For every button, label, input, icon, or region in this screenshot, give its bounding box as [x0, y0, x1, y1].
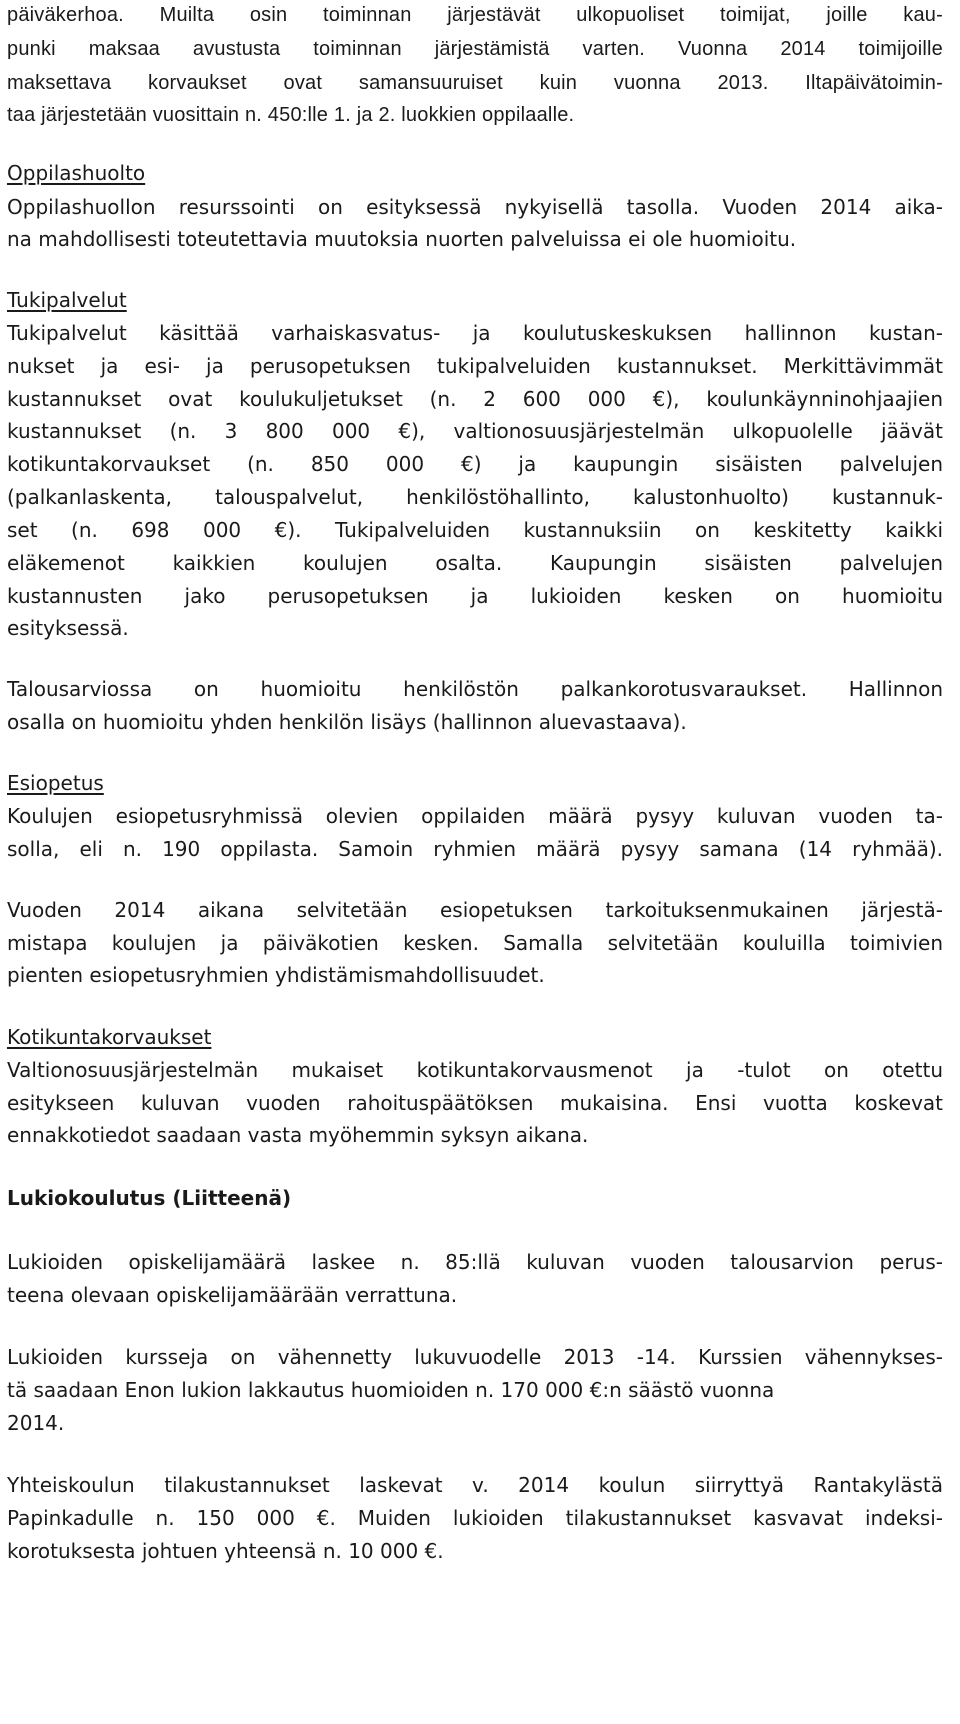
paragraph-line: pienten esiopetusryhmien yhdistämismahdollisuudet.: [7, 963, 545, 987]
paragraph-line: ennakkotiedot saadaan vasta myöhemmin syksyn aikana.: [7, 1123, 589, 1147]
paragraph-line: esitykseen kuluvan vuoden rahoituspäätöksen mukaisina. Ensi vuotta koskevat: [7, 1091, 943, 1115]
intro-line: maksettava korvaukset ovat samansuuruiset kuin vuonna 2013. Iltapäivätoimin-: [7, 72, 943, 94]
paragraph-line: (palkanlaskenta, talouspalvelut, henkilöstöhallinto, kalustonhuolto) kustannuk-: [7, 485, 943, 509]
paragraph-line: na mahdollisesti toteutettavia muutoksia nuorten palveluissa ei ole huomioitu.: [7, 227, 797, 251]
paragraph-line: solla, eli n. 190 oppilasta. Samoin ryhmien määrä pysyy samana (14 ryhmää).: [7, 837, 943, 861]
paragraph-line: nukset ja esi- ja perusopetuksen tukipalveluiden kustannukset. Merkittävimmät: [7, 354, 943, 378]
paragraph-line: Papinkadulle n. 150 000 €. Muiden lukioiden tilakustannukset kasvavat indeksi-: [7, 1506, 943, 1530]
paragraph-line: Talousarviossa on huomioitu henkilöstön palkankorotusvaraukset. Hallinnon: [7, 677, 943, 701]
paragraph-line: set (n. 698 000 €). Tukipalveluiden kustannuksiin on keskitetty kaikki: [7, 518, 943, 542]
paragraph-line: osalla on huomioitu yhden henkilön lisäys (hallinnon aluevastaava).: [7, 710, 687, 734]
paragraph-line: 2014.: [7, 1411, 65, 1435]
paragraph-line: Oppilashuollon resurssointi on esityksessä nykyisellä tasolla. Vuoden 2014 aika-: [7, 195, 943, 219]
paragraph-line: kotikuntakorvaukset (n. 850 000 €) ja kaupungin sisäisten palvelujen: [7, 452, 943, 476]
paragraph-line: Yhteiskoulun tilakustannukset laskevat v. 2014 koulun siirryttyä Rantakylästä: [7, 1473, 943, 1497]
paragraph-line: kustannukset ovat koulukuljetukset (n. 2 600 000 €), koulunkäynninohjaajien: [7, 387, 943, 411]
paragraph-line: Vuoden 2014 aikana selvitetään esiopetuksen tarkoituksenmukainen järjestä-: [7, 898, 943, 922]
tukipalvelut-heading: Tukipalvelut: [7, 288, 127, 312]
paragraph-line: kustannusten jako perusopetuksen ja lukioiden kesken on huomioitu: [7, 584, 943, 608]
paragraph-line: Lukioiden opiskelijamäärä laskee n. 85:llä kuluvan vuoden talousarvion perus-: [7, 1250, 943, 1274]
paragraph-line: Koulujen esiopetusryhmissä olevien oppilaiden määrä pysyy kuluvan vuoden ta-: [7, 804, 943, 828]
oppilashuolto-heading: Oppilashuolto: [7, 161, 146, 185]
paragraph-line: Valtionosuusjärjestelmän mukaiset kotikuntakorvausmenot ja -tulot on otettu: [7, 1058, 943, 1082]
paragraph-line: tä saadaan Enon lukion lakkautus huomioiden n. 170 000 €:n säästö vuonna: [7, 1378, 775, 1402]
paragraph-line: eläkemenot kaikkien koulujen osalta. Kaupungin sisäisten palvelujen: [7, 551, 943, 575]
paragraph-line: teena olevaan opiskelijamäärään verrattuna.: [7, 1283, 458, 1307]
esiopetus-heading: Esiopetus: [7, 771, 104, 795]
paragraph-line: Lukioiden kursseja on vähennetty lukuvuodelle 2013 -14. Kurssien vähennykses-: [7, 1345, 943, 1369]
kotikunta-heading: Kotikuntakorvaukset: [7, 1025, 212, 1049]
lukio-heading: Lukiokoulutus (Liitteenä): [7, 1186, 292, 1210]
paragraph-line: kustannukset (n. 3 800 000 €), valtionosuusjärjestelmän ulkopuolelle jäävät: [7, 419, 943, 443]
paragraph-line: mistapa koulujen ja päiväkotien kesken. Samalla selvitetään kouluilla toimivien: [7, 931, 943, 955]
intro-line: taa järjestetään vuosittain n. 450:lle 1. ja 2. luokkien oppilaalle.: [7, 104, 575, 126]
paragraph-line: Tukipalvelut käsittää varhaiskasvatus- ja koulutuskeskuksen hallinnon kustan-: [7, 321, 943, 345]
intro-line: punki maksaa avustusta toiminnan järjestämistä varten. Vuonna 2014 toimijoille: [7, 38, 943, 60]
paragraph-line: korotuksesta johtuen yhteensä n. 10 000 €.: [7, 1539, 444, 1563]
paragraph-line: esityksessä.: [7, 616, 129, 640]
intro-line: päiväkerhoa. Muilta osin toiminnan järjestävät ulkopuoliset toimijat, joille kau-: [7, 4, 943, 26]
